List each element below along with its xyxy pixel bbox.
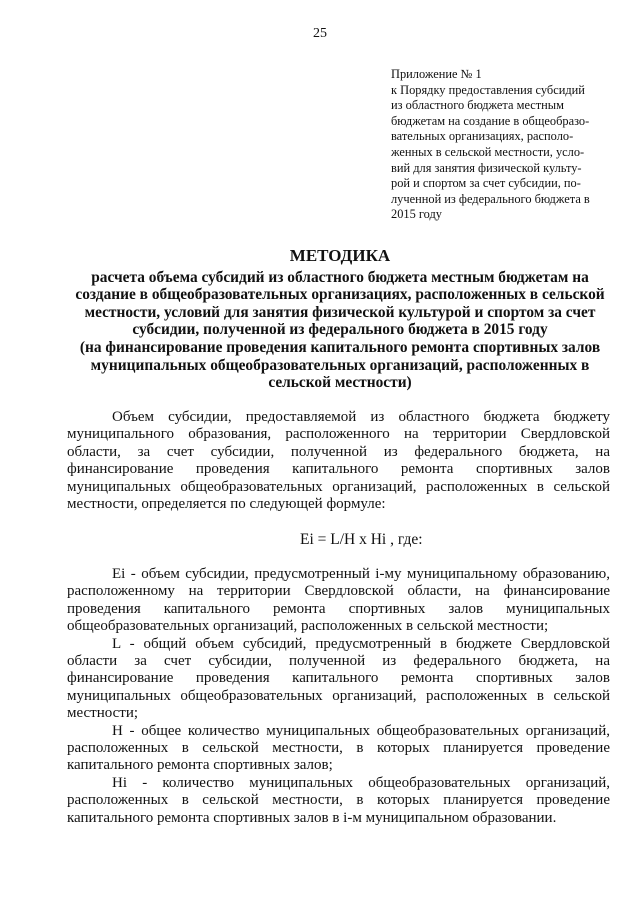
appendix-note [391, 67, 611, 223]
page-number: 25 [313, 26, 327, 41]
title-line: сельской местности) [268, 374, 412, 392]
document-title [60, 247, 620, 392]
appendix-line: вий для занятия физической культу- [391, 160, 582, 175]
appendix-line: рой и спортом за счет субсидии, по- [391, 176, 581, 191]
title-line: местности, условий для занятия физической культурой и спортом за счет [84, 303, 596, 321]
definitions-list [67, 566, 610, 827]
formula: Ei = L/H x Hi , где: [300, 531, 423, 548]
definition-h: H - общее количество муниципальных общеобразовательных организаций, расположенных в сельской местности, в которых планируется проведение капитального ремонта спортивных залов; [67, 722, 610, 774]
appendix-line: к Порядку предоставления субсидий [391, 82, 585, 97]
definition-hi: Hi - количество муниципальных общеобразовательных организаций, расположенных в сельской местности, в которых планируется проведение капитального ремонта спортивных залов в i-м муниципальном образовании. [67, 774, 610, 826]
title-line: создание в общеобразовательных организациях, расположенных в сельской [75, 286, 605, 304]
intro-paragraph: Объем субсидии, предоставляемой из областного бюджета бюджету муниципального образования, расположенного на территории Свердловской области, за счет субсидии, полученной из федерального бюджета, на финансирование проведения капитального ремонта спортивных залов муниципальных общеобразовательных организаций, расположенных в сельской местности, определяется по следующей формуле: [67, 409, 610, 513]
appendix-line: бюджетам на создание в общеобразо- [391, 113, 590, 128]
title-line: муниципальных общеобразовательных организаций, расположенных в [90, 356, 590, 374]
title-line: субсидии, полученной из федерального бюджета в 2015 году [132, 321, 548, 339]
appendix-line: Приложение № 1 [391, 67, 482, 81]
appendix-line: вательных организациях, располо- [391, 129, 574, 144]
appendix-line: женных в сельской местности, усло- [391, 144, 585, 159]
title-heading: МЕТОДИКА [289, 246, 391, 265]
appendix-line: из областного бюджета местным [391, 98, 564, 113]
appendix-line: лученной из федерального бюджета в [391, 191, 590, 206]
title-line: (на финансирование проведения капитального ремонта спортивных залов [79, 338, 601, 356]
definition-l: L - общий объем субсидий, предусмотренный в бюджете Свердловской области за счет субсидии, полученной из федерального бюджета, на финансирование проведения капитального ремонта спортивных залов муниципальных общеобразовательных организаций, расположенных в сельской местности; [67, 635, 610, 722]
definition-ei: Ei - объем субсидии, предусмотренный i-му муниципальному образованию, расположенному на территории Свердловской области, на финансирование проведения капитального ремонта спортивных залов муниципальных общеобразовательных организаций, расположенных в сельской местности; [67, 566, 610, 635]
title-line: расчета объема субсидий из областного бюджета местным бюджетам на [91, 268, 589, 286]
intro-section [67, 409, 610, 513]
appendix-line: 2015 году [391, 207, 442, 222]
